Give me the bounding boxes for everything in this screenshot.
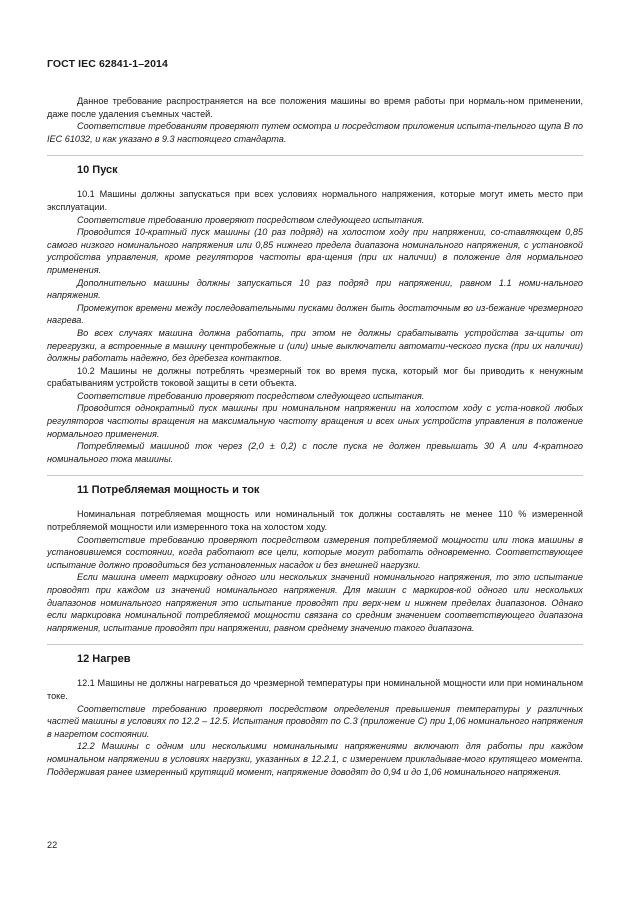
paragraph: Номинальная потребляемая мощность или номинальный ток должны составлять не менее 110 % измеренной потребляемой мощности или измеренного тока на холостом ходу. [47,509,583,533]
italic-paragraph: Соответствие требованию проверяют посредством определения превышения температуры у различных частей машины в условиях по 12.2 – 12.5. Испытания проводят по С.3 (приложение С) при 1,06 номинального напряжения в нагретом состоянии. [47,703,583,739]
italic-paragraph: Если машина имеет маркировку одного или нескольких значений номинального напряжения, то это испытание проводят при каждом из значений номинального напряжения. Для машин с маркиров-кой одного или нескольких диапазонов номинального напряжения это испытание проводят при верх-нем и нижнем пределах диапазонов. Однако если маркировка номинальной потребляемой мощности связана со средним значением соответствующего диапазона напряжения, испытание проводят при напряжении, равном среднему значению такого диапазона. [47,572,583,633]
italic-paragraph: Промежуток времени между последовательными пусками должен быть достаточным во из-бежание чрезмерного нагрева. [47,302,583,326]
page-number: 22 [47,840,58,850]
italic-paragraph: Соответствие требованию проверяют посредством измерения потребляемой мощности или тока машины в установившемся состоянии, когда работают все цели, которые могут работать одновременно. Соответствующее испытание должно проводиться без установленных насадок и без внешней нагрузки. [47,534,583,570]
section-heading: 10 Пуск [47,155,583,188]
italic-paragraph: 12.2 Машины с одним или несколькими номинальными напряжениями включают для работы при каждом номинальном напряжении в условиях нагрузки, указанных в 12.2.1, с измерением прикладывае-мого крутящего момента. Поддерживая ранее измеренный крутящий момент, напряжение доводят до 0,94 и до 1,06 номинального напряжения. [47,741,583,777]
paragraph: Данное требование распространяется на все положения машины во время работы при нормаль-ном применении, даже после удаления съемных частей. [47,96,583,119]
paragraph: 10.1 Машины должны запускаться при всех условиях нормального напряжения, которые могут иметь место при эксплуатации. [47,189,583,212]
italic-paragraph: Соответствие требованиям проверяют путем осмотра и посредством приложения испыта-тельного щупа B по IEC 61032, и как указано в 9.3 настоящего стандарта. [47,121,583,144]
italic-paragraph: Соответствие требованию проверяют посредством следующего испытания. [77,390,425,401]
section-heading: 12 Нагрев [47,644,583,677]
italic-paragraph: Проводится 10-кратный пуск машины (10 раз подряд) на холостом ходу при напряжении, со-ставляющем 0,85 самого низкого номинального напряжения или 0,85 нижнего предела диапазона номинального напряжения, с установкой устройства управления, кроме регуляторов частоты вра-щения (при их наличии) в положение для нормального применения. [47,227,583,275]
italic-paragraph: Во всех случаях машина должна работать, при этом не должны срабатывать устройства за-щиты от перегрузки, а встроенные в машину центробежные и (или) иные выключатели автомати-ческого пуска (при их наличии) должны работать надежно, без дребезга контактов. [47,327,583,364]
page-content [47,95,583,778]
paragraph: 10.2 Машины не должны потреблять чрезмерный ток во время пуска, который мог бы приводить к ненужным срабатываниям устройств токовой защиты в сети объекта. [47,365,583,389]
italic-paragraph: Дополнительно машины должны запускаться 10 раз подряд при напряжении, равном 1.1 номи-нального напряжения. [47,277,583,301]
italic-paragraph: Потребляемый машиной ток через (2,0 ± 0,2) с после пуска не должен превышать 30 А или 4-кратного номинального тока машины. [47,441,583,464]
document-header: ГОСТ IEC 62841-1–2014 [47,58,168,70]
paragraph: 12.1 Машины не должны нагреваться до чрезмерной температуры при номинальной мощности или при номинальном токе. [47,678,583,701]
section-heading: 11 Потребляемая мощность и ток [47,475,583,508]
italic-paragraph: Соответствие требованию проверяют посредством следующего испытания. [77,214,425,225]
italic-paragraph: Проводится однократный пуск машины при номинальном напряжении на холостом ходу с уста-новкой любых регуляторов частоты вращения на максимальную частоту вращения и всех иных устройств управления в положение нормального применения. [47,403,583,439]
